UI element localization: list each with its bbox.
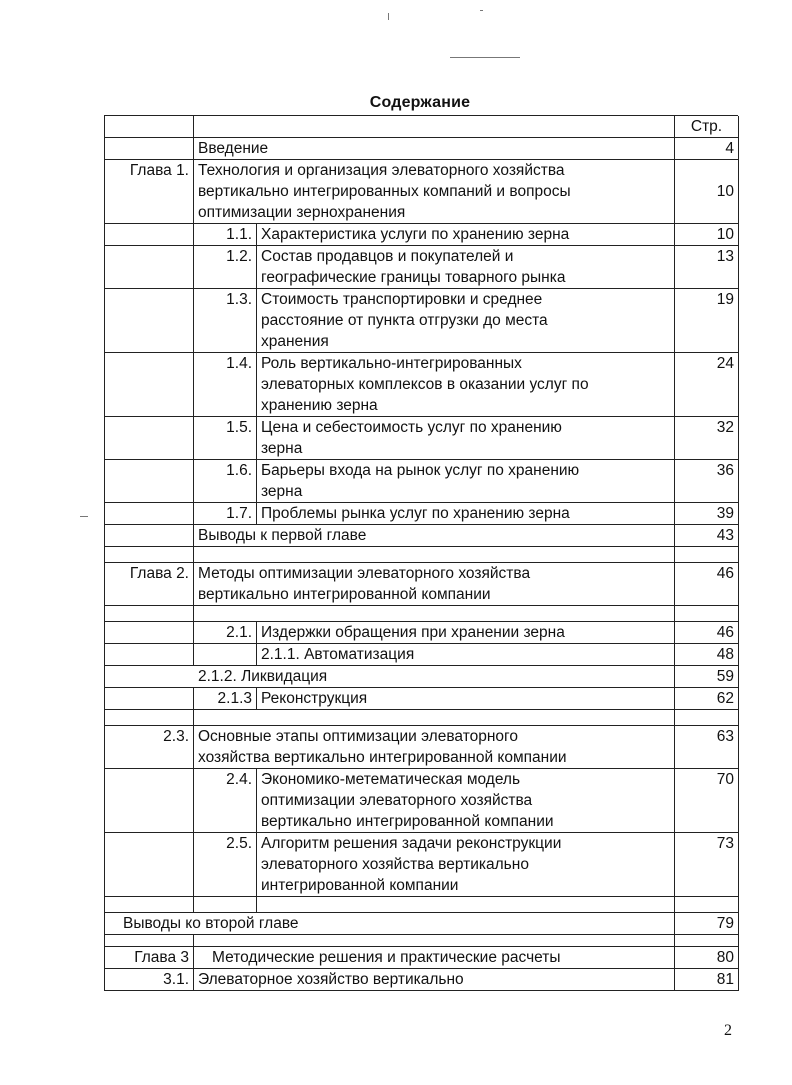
toc-intro-title: Введение (194, 138, 675, 160)
toc-page-number: 63 (675, 726, 739, 769)
toc-cell-empty (105, 897, 194, 913)
toc-subsection-title: 2.1.2. Ликвидация (194, 666, 675, 688)
toc-section-title: Основные этапы оптимизации элеваторного хозяйства вертикально интегрированной компании (194, 726, 675, 769)
toc-section-number: 1.7. (194, 503, 257, 525)
toc-cell-empty (194, 606, 675, 622)
toc-section-title: Реконструкция (257, 688, 675, 710)
toc-cell-empty (105, 224, 194, 246)
toc-section-title: Стоимость транспортировки и среднее расстояние от пункта отгрузки до места хранения (257, 289, 675, 353)
toc-cell-empty (105, 710, 194, 726)
toc-page-number: 4 (675, 138, 739, 160)
toc-chapter-title: Технология и организация элеваторного хозяйства вертикально интегрированных компаний и вопросы оптимизации зернохранения (194, 160, 675, 224)
toc-page-number: 32 (675, 417, 739, 460)
toc-section-number: 1.5. (194, 417, 257, 460)
toc-cell-empty (105, 525, 194, 547)
toc-section-title: Характеристика услуги по хранению зерна (257, 224, 675, 246)
page-title: Содержание (369, 94, 471, 111)
toc-page-number: 24 (675, 353, 739, 417)
scan-artifact (480, 10, 483, 11)
toc-page-number: 19 (675, 289, 739, 353)
toc-chapter-label: Глава 2. (105, 563, 194, 606)
toc-section-title: Цена и себестоимость услуг по хранению зерна (257, 417, 675, 460)
toc-section-title: Элеваторное хозяйство вертикально (194, 969, 675, 991)
toc-page-number: 70 (675, 769, 739, 833)
toc-table (104, 115, 738, 991)
toc-section-number: 1.1. (194, 224, 257, 246)
toc-section-number: 3.1. (105, 969, 194, 991)
toc-section-title: Проблемы рынка услуг по хранению зерна (257, 503, 675, 525)
toc-cell-empty (105, 460, 194, 503)
toc-cell-empty (675, 897, 739, 913)
toc-page-number: 43 (675, 525, 739, 547)
toc-cell-empty (105, 417, 194, 460)
toc-cell-empty (105, 935, 194, 947)
toc-cell-empty (194, 897, 257, 913)
toc-cell-empty (105, 503, 194, 525)
toc-subsection-title: 2.1.1. Автоматизация (257, 644, 675, 666)
toc-cell-empty (257, 897, 675, 913)
scan-artifact (80, 516, 88, 517)
toc-section-title: Состав продавцов и покупателей и географические границы товарного рынка (257, 246, 675, 289)
toc-page-number: 62 (675, 688, 739, 710)
toc-conclusion-title: Выводы ко второй главе (105, 913, 675, 935)
toc-section-number: 1.4. (194, 353, 257, 417)
toc-chapter-title: Методические решения и практические расчеты (194, 947, 675, 969)
toc-cell-empty (105, 606, 194, 622)
toc-cell-empty (194, 644, 257, 666)
toc-cell-empty (675, 710, 739, 726)
toc-chapter-label: Глава 1. (105, 160, 194, 224)
toc-cell-empty (105, 666, 194, 688)
toc-conclusion-title: Выводы к первой главе (194, 525, 675, 547)
toc-page-number: 48 (675, 644, 739, 666)
toc-section-title: Роль вертикально-интегрированных элеваторных комплексов в оказании услуг по хранению зерна (257, 353, 675, 417)
toc-section-title: Алгоритм решения задачи реконструкции элеваторного хозяйства вертикально интегрированной компании (257, 833, 675, 897)
toc-page-number: 73 (675, 833, 739, 897)
toc-cell-empty (105, 769, 194, 833)
toc-section-number: 2.1. (194, 622, 257, 644)
toc-section-number: 1.6. (194, 460, 257, 503)
toc-section-number: 1.2. (194, 246, 257, 289)
toc-cell-empty (105, 116, 194, 138)
toc-cell-empty (105, 688, 194, 710)
toc-cell-empty (675, 935, 739, 947)
toc-page-number: 10 (675, 160, 739, 224)
scan-artifact (450, 57, 520, 58)
toc-cell-empty (675, 606, 739, 622)
toc-page-header: Стр. (675, 116, 739, 138)
toc-section-title: Издержки обращения при хранении зерна (257, 622, 675, 644)
toc-cell-empty (105, 833, 194, 897)
scan-artifact (388, 13, 389, 20)
toc-page-number: 46 (675, 622, 739, 644)
toc-cell-empty (194, 935, 675, 947)
toc-section-title: Экономико-метематическая модель оптимизации элеваторного хозяйства вертикально интегрированной компании (257, 769, 675, 833)
toc-page-number: 46 (675, 563, 739, 606)
toc-section-title: Барьеры входа на рынок услуг по хранению зерна (257, 460, 675, 503)
toc-chapter-title: Методы оптимизации элеваторного хозяйства вертикально интегрированной компании (194, 563, 675, 606)
toc-page-number: 59 (675, 666, 739, 688)
toc-page-number: 13 (675, 246, 739, 289)
toc-page-number: 39 (675, 503, 739, 525)
toc-section-number: 2.4. (194, 769, 257, 833)
toc-cell-empty (105, 289, 194, 353)
toc-cell-empty (105, 353, 194, 417)
toc-chapter-label: Глава 3 (105, 947, 194, 969)
toc-page-number: 81 (675, 969, 739, 991)
toc-cell-empty (105, 644, 194, 666)
toc-cell-empty (194, 547, 675, 563)
toc-cell-empty (194, 710, 675, 726)
toc-cell-empty (194, 116, 675, 138)
toc-section-number: 2.3. (105, 726, 194, 769)
toc-cell-empty (105, 622, 194, 644)
toc-page-number: 36 (675, 460, 739, 503)
toc-section-number: 2.5. (194, 833, 257, 897)
toc-section-number: 2.1.3 (194, 688, 257, 710)
toc-section-number: 1.3. (194, 289, 257, 353)
toc-cell-empty (675, 547, 739, 563)
toc-page-number: 79 (675, 913, 739, 935)
toc-cell-empty (105, 138, 194, 160)
toc-cell-empty (105, 246, 194, 289)
page-number: 2 (724, 1022, 732, 1039)
toc-page-number: 10 (675, 224, 739, 246)
toc-page-number: 80 (675, 947, 739, 969)
toc-cell-empty (105, 547, 194, 563)
